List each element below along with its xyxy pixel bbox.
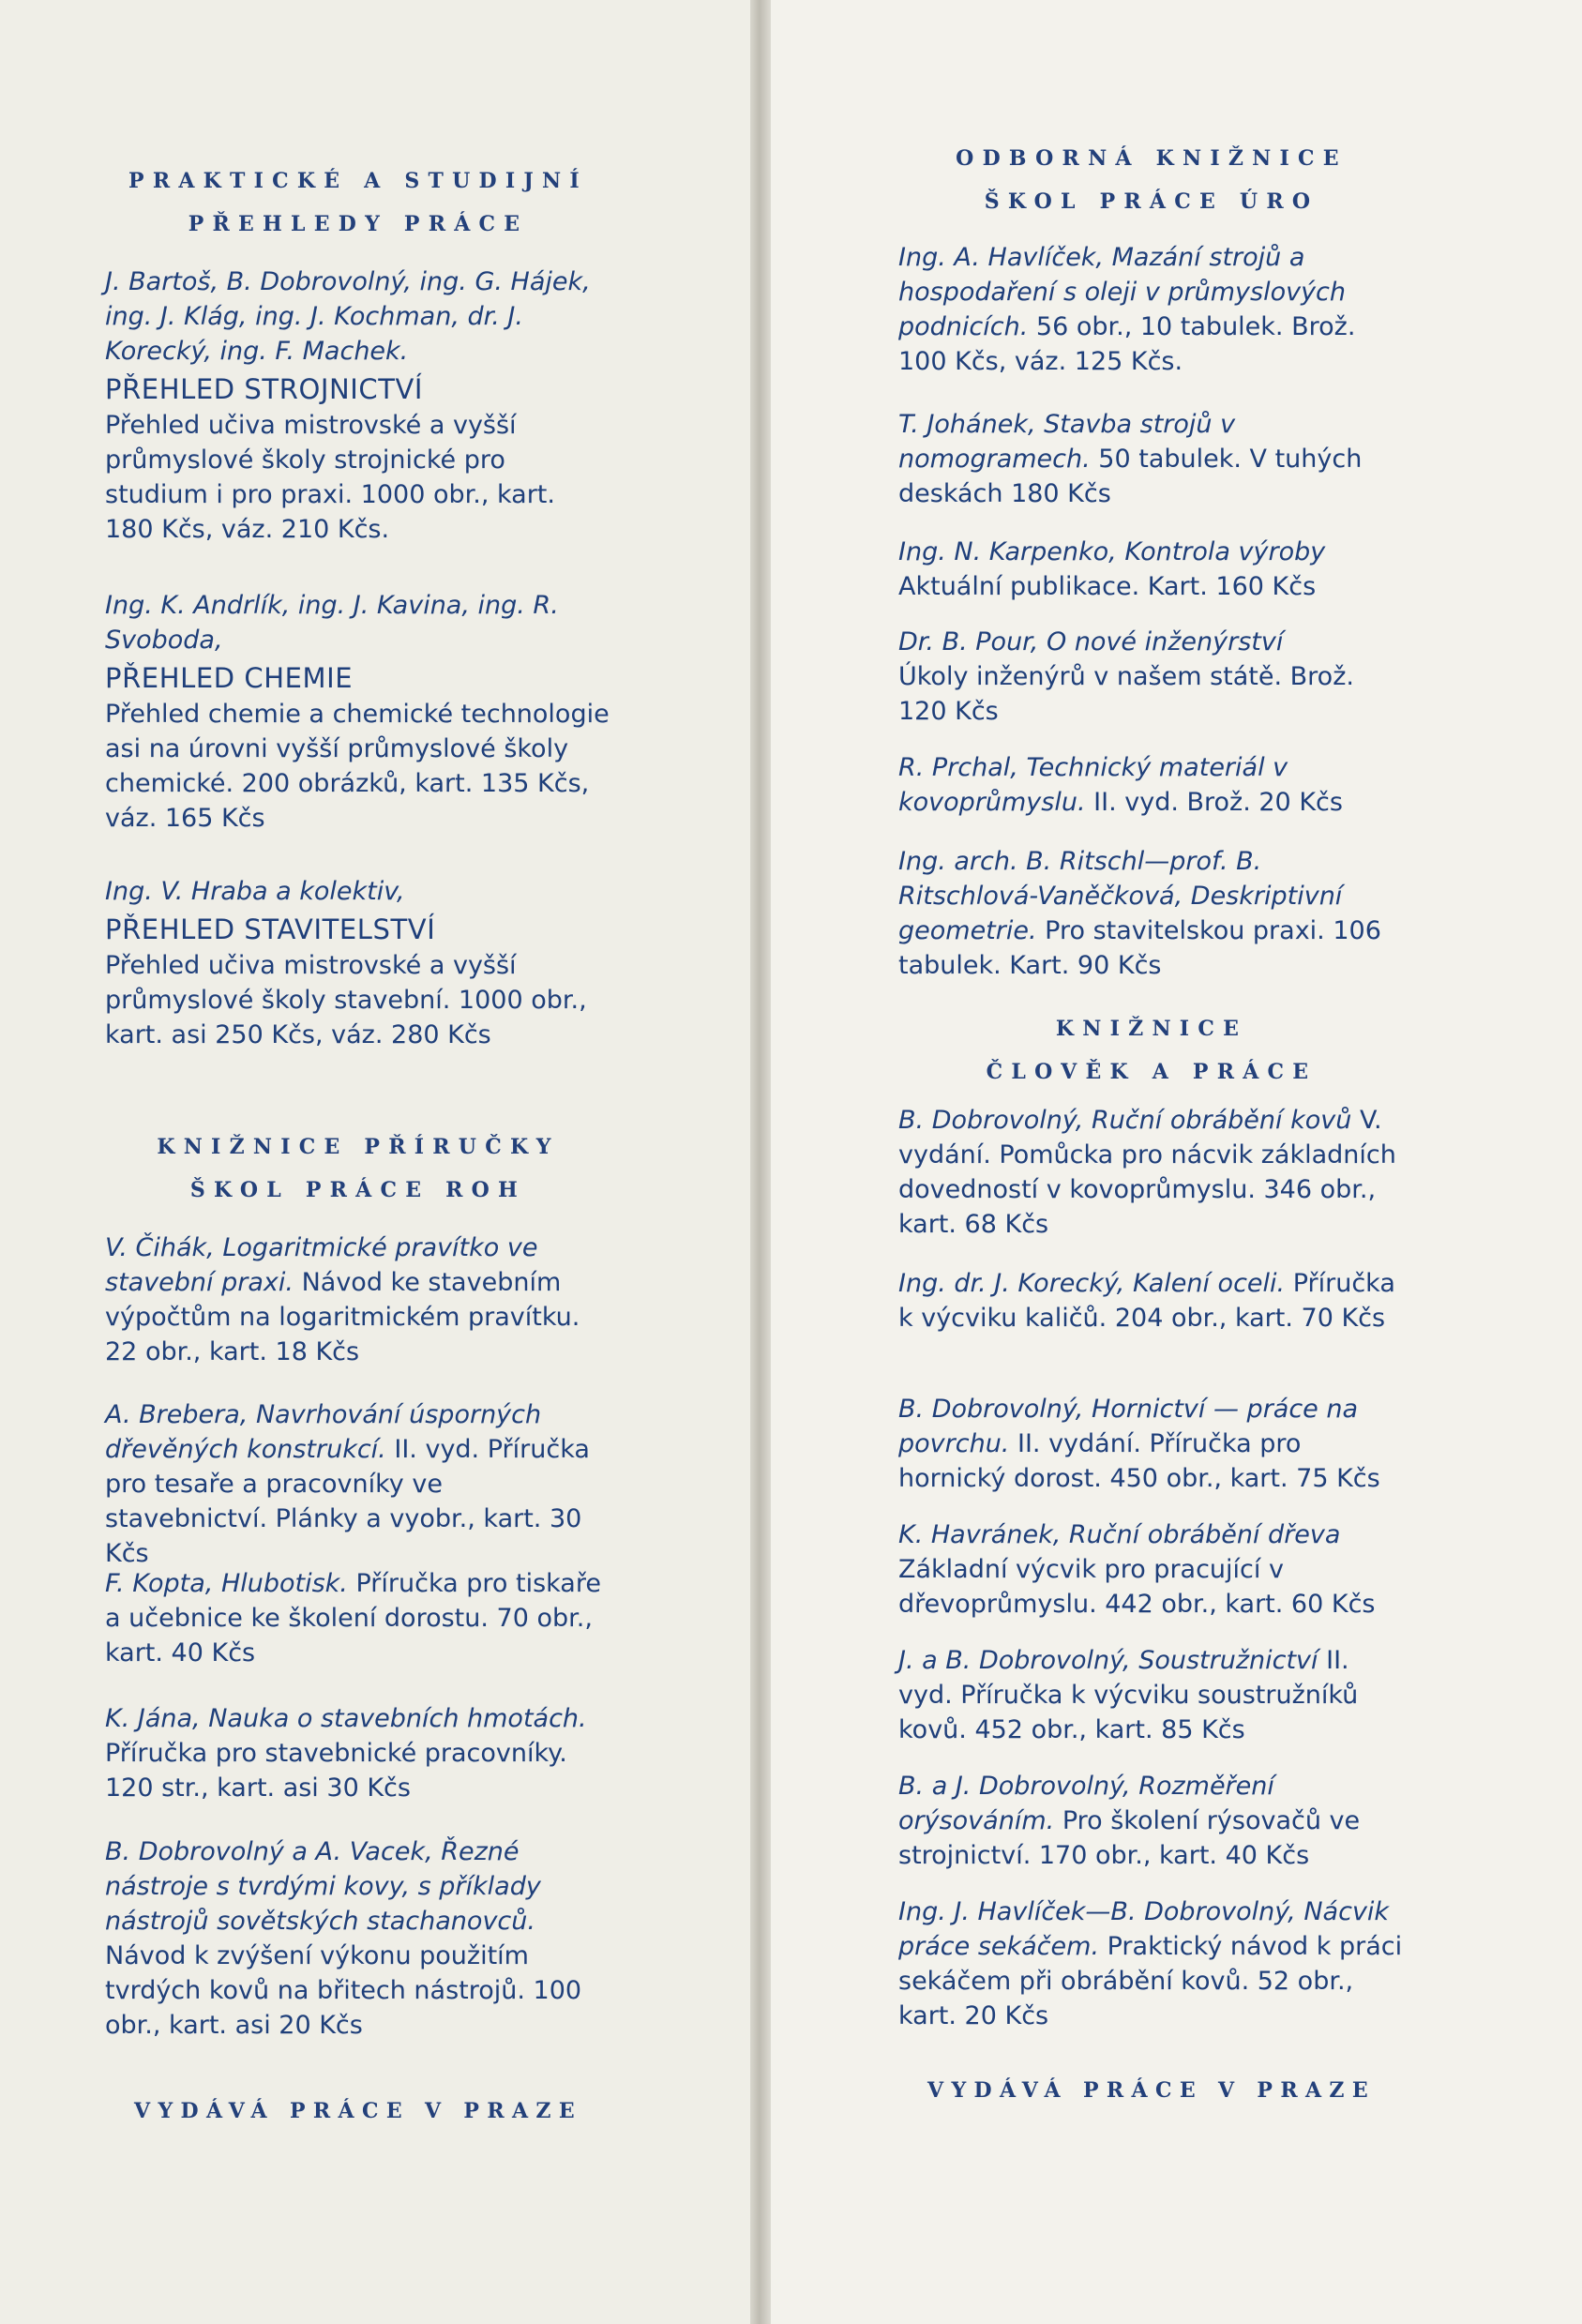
entry-title: Stavba strojů v nomogramech. [898, 410, 1236, 474]
entry-authors: Ing. K. Andrlík, ing. J. Kavina, ing. R. Svoboda, [105, 591, 559, 655]
heading-line: ŠKOL PRÁCE ROH [189, 1178, 527, 1202]
heading-line: KNIŽNICE PŘÍRUČKY [157, 1135, 560, 1159]
entry-authors: J. Bartoš, B. Dobrovolný, ing. G. Hájek, ing. J. Klág, ing. J. Kochman, dr. J. Korecký, ing. F. Machek. [105, 267, 591, 366]
entry-description: II. vyd. Brož. 20 Kčs [1093, 788, 1343, 817]
professional-entry [898, 844, 1405, 983]
entry-description: Příručka pro tiskaře a učebnice ke školení dorostu. 70 obr., kart. 40 Kčs [105, 1569, 601, 1668]
entry-text [898, 1894, 1405, 2033]
entry-description: Návod k zvýšení výkonu použitím tvrdých kovů na břitech nástrojů. 100 obr., kart. asi 20 Kčs [105, 1941, 582, 2040]
professional-entry [898, 240, 1405, 379]
publisher-footer: VYDÁVÁ PRÁCE V PRAZE [134, 2099, 582, 2123]
professional-entry [898, 535, 1405, 604]
entry-text [105, 1834, 611, 2043]
entry-author: A. Brebera, [105, 1400, 249, 1429]
entry-description: 50 tabulek. V tuhých deskách 180 Kčs [898, 445, 1363, 508]
heading-line: PRAKTICKÉ A STUDIJNÍ [128, 169, 588, 193]
professional-entry [898, 407, 1405, 511]
entry-title: Technický materiál v kovoprůmyslu. [898, 753, 1288, 817]
entry-title: Navrhování úsporných dřevěných konstrukcí. [105, 1400, 542, 1464]
entry-author: Ing. A. Havlíček, [898, 243, 1105, 272]
entry-title: Hlubotisk. [220, 1569, 348, 1598]
entry-description: II. vydání. Příručka pro hornický dorost. 450 obr., kart. 75 Kčs [898, 1429, 1380, 1493]
human-work-entry [898, 1643, 1405, 1747]
entry-title: Soustružnictví [1138, 1646, 1318, 1675]
heading-line: ŠKOL PRÁCE ÚRO [984, 189, 1319, 214]
entry-description: Přehled učiva mistrovské a vyšší průmyslové školy strojnické pro studium i pro praxi. 1000 obr., kart. 180 Kčs, váz. 210 Kčs. [105, 411, 555, 544]
entry-description: Přehled učiva mistrovské a vyšší průmyslové školy stavební. 1000 obr., kart. asi 250 Kčs, váz. 280 Kčs [105, 951, 587, 1049]
entry-description: V. vydání. Pomůcka pro nácvik základních dovedností v kovoprůmyslu. 346 obr., kart. 68 Kčs [898, 1106, 1396, 1239]
entry-title: Mazání strojů a hospodaření s oleji v průmyslových podnicích. [898, 243, 1347, 341]
entry-author: K. Havránek, [898, 1520, 1062, 1549]
entry-authors: Ing. V. Hraba a kolektiv, [105, 877, 405, 906]
human-work-entry [898, 1894, 1405, 2033]
heading-line: PŘEHLEDY PRÁCE [188, 212, 529, 236]
entry-author: Dr. B. Pour, [898, 627, 1039, 656]
heading-line: KNIŽNICE [1055, 1017, 1248, 1041]
handbook-entry [105, 1834, 611, 2043]
entry-description: Úkoly inženýrů v našem státě. Brož. 120 Kčs [898, 662, 1354, 726]
heading-human-work-library [898, 1007, 1405, 1094]
heading-practical-overviews [105, 159, 611, 246]
entry-text [898, 407, 1405, 511]
heading-professional-library [898, 137, 1405, 223]
entry-description: Návod ke stavebním výpočtům na logaritmickém pravítku. 22 obr., kart. 18 Kčs [105, 1268, 580, 1366]
entry-author: B. Dobrovolný, [898, 1395, 1084, 1424]
entry-title: Nauka o stavebních hmotách. [208, 1704, 587, 1733]
entry-text [898, 750, 1405, 820]
entry-title: Ruční obrábění dřeva [1068, 1520, 1341, 1549]
entry-text [898, 1769, 1405, 1873]
entry-title: PŘEHLED CHEMIE [105, 662, 354, 694]
overview-entry [105, 588, 611, 836]
entry-text [898, 1103, 1405, 1242]
human-work-entry [898, 1266, 1405, 1336]
entry-title: PŘEHLED STAVITELSTVÍ [105, 913, 436, 945]
entry-description: Základní výcvik pro pracující v dřevoprůmyslu. 442 obr., kart. 60 Kčs [898, 1555, 1376, 1619]
entry-title: Kontrola výroby [1124, 537, 1326, 566]
human-work-entry [898, 1769, 1405, 1873]
entry-title: Nácvik práce sekáčem. [898, 1897, 1390, 1961]
entry-description: Přehled chemie a chemické technologie asi na úrovni vyšší průmyslové školy chemické. 200 obrázků, kart. 135 Kčs, váz. 165 Kčs [105, 700, 610, 833]
entry-title: Rozměření orýsováním. [898, 1772, 1274, 1835]
professional-entry [898, 750, 1405, 820]
human-work-entry [898, 1517, 1405, 1622]
entry-text [898, 535, 1405, 604]
entry-description: 56 obr., 10 tabulek. Brož. 100 Kčs, váz. 125 Kčs. [898, 312, 1356, 376]
overview-entry [105, 264, 611, 547]
entry-description: II. vyd. Příručka k výcviku soustružníků kovů. 452 obr., kart. 85 Kčs [898, 1646, 1359, 1744]
entry-title: Ruční obrábění kovů [1091, 1106, 1352, 1135]
entry-author: Ing. J. Havlíček—B. Dobrovolný, [898, 1897, 1296, 1926]
entry-author: K. Jána, [105, 1704, 201, 1733]
entry-title: Kalení oceli. [1132, 1269, 1286, 1298]
human-work-entry [898, 1103, 1405, 1242]
entry-title: Řezné nástroje s tvrdými kovy, s příklady nástrojů sovětských stachanovců. [105, 1837, 541, 1936]
publisher-footer: VYDÁVÁ PRÁCE V PRAZE [927, 2078, 1376, 2103]
entry-description: II. vyd. Příručka pro tesaře a pracovníky ve stavebnictví. Plánky a vyobr., kart. 30 Kčs [105, 1435, 590, 1568]
heading-line: ODBORNÁ KNIŽNICE [956, 146, 1348, 171]
entry-text [105, 1397, 611, 1571]
handbook-entry [105, 1566, 611, 1670]
entry-author: Ing. dr. J. Korecký, [898, 1269, 1125, 1298]
entry-text [898, 625, 1405, 729]
page-fold [750, 0, 771, 2324]
entry-title: PŘEHLED STROJNICTVÍ [105, 373, 424, 405]
entry-author: J. a B. Dobrovolný, [898, 1646, 1131, 1675]
entry-author: B. Dobrovolný, [898, 1106, 1084, 1135]
handbook-entry [105, 1397, 611, 1571]
entry-text [105, 1701, 611, 1805]
heading-line: ČLOVĚK A PRÁCE [986, 1060, 1318, 1084]
entry-title: Hornictví — práce na povrchu. [898, 1395, 1359, 1458]
entry-description: Pro stavitelskou praxi. 106 tabulek. Kart. 90 Kčs [898, 916, 1381, 980]
entry-author: Ing. N. Karpenko, [898, 537, 1117, 566]
entry-text [898, 1392, 1405, 1496]
entry-author: F. Kopta, [105, 1569, 214, 1598]
entry-description: Příručka k výcviku kaličů. 204 obr., kart. 70 Kčs [898, 1269, 1395, 1333]
professional-entry [898, 625, 1405, 729]
handbook-entry [105, 1701, 611, 1805]
entry-author: Ing. arch. B. Ritschl—prof. B. Ritschlová-Vaněčková, [898, 847, 1262, 911]
overview-entry [105, 874, 611, 1052]
heading-handbooks-library [105, 1125, 611, 1212]
human-work-entry [898, 1392, 1405, 1496]
entry-text [898, 1643, 1405, 1747]
entry-text [898, 844, 1405, 983]
entry-text [898, 240, 1405, 379]
entry-text [105, 1566, 611, 1670]
entry-text [898, 1266, 1405, 1336]
entry-author: R. Prchal, [898, 753, 1018, 782]
handbook-entry [105, 1230, 611, 1369]
entry-author: B. Dobrovolný a A. Vacek, [105, 1837, 433, 1866]
entry-title: Logaritmické pravítko ve stavební praxi. [105, 1233, 538, 1297]
entry-title: Deskriptivní geometrie. [898, 882, 1343, 945]
entry-description: Pro školení rýsovačů ve strojnictví. 170 obr., kart. 40 Kčs [898, 1806, 1361, 1870]
entry-author: B. a J. Dobrovolný, [898, 1772, 1131, 1801]
entry-description: Praktický návod k práci sekáčem při obrábění kovů. 52 obr., kart. 20 Kčs [898, 1932, 1403, 2030]
entry-author: V. Čihák, [105, 1233, 215, 1262]
entry-description: Příručka pro stavebnické pracovníky. 120 str., kart. asi 30 Kčs [105, 1739, 567, 1803]
entry-title: O nové inženýrství [1046, 627, 1284, 656]
entry-text [105, 1230, 611, 1369]
entry-description: Aktuální publikace. Kart. 160 Kčs [898, 572, 1317, 601]
entry-text [898, 1517, 1405, 1622]
entry-author: T. Johánek, [898, 410, 1036, 439]
